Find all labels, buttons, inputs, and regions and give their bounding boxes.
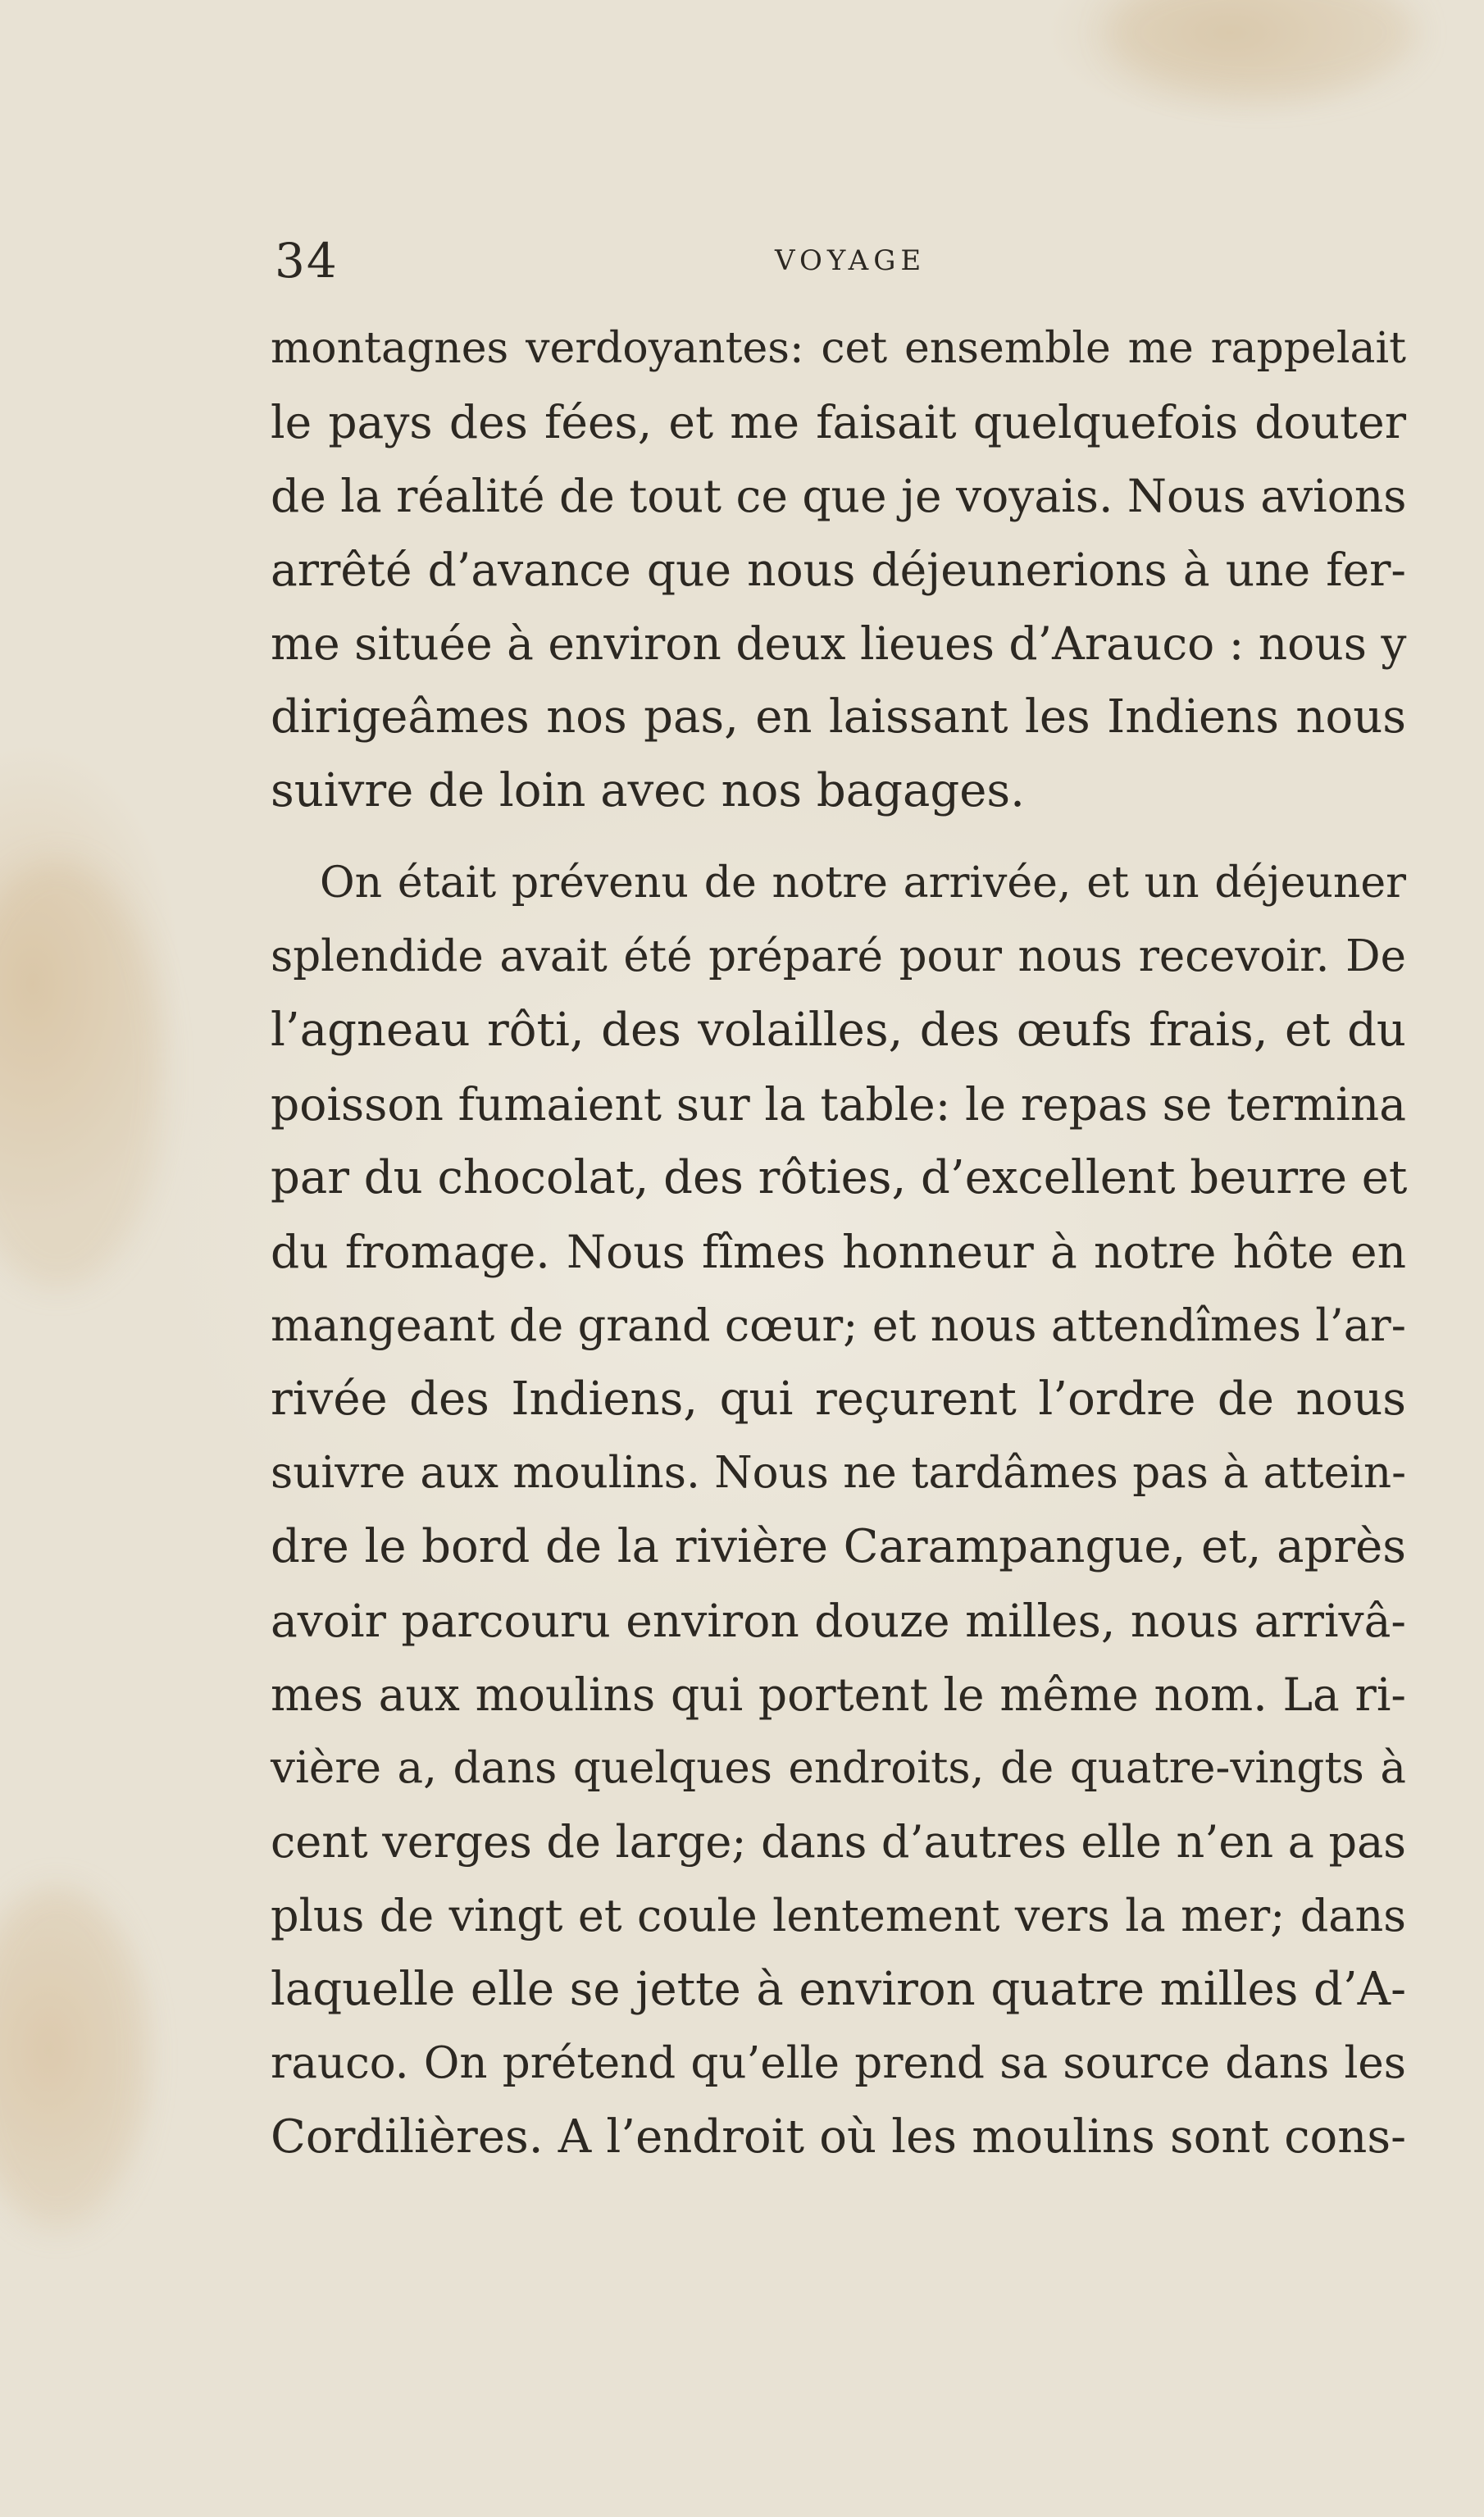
- text-line: du fromage. Nous fîmes honneur à notre hôte en: [271, 1226, 1406, 1278]
- paper-stain: [0, 861, 164, 1287]
- text-line: de la réalité de tout ce que je voyais. Nous avions: [271, 470, 1407, 522]
- text-line: laquelle elle se jette à environ quatre milles d’A-: [271, 1963, 1406, 2016]
- text-line: cent verges de large; dans d’autres elle n’en a pas: [271, 1816, 1406, 1868]
- text-line: l’agneau rôti, des volailles, des œufs frais, et du: [271, 1004, 1406, 1057]
- body-text: [271, 312, 1406, 2174]
- text-line: le pays des fées, et me faisait quelquefois douter: [271, 396, 1406, 448]
- text-line: poisson fumaient sur la table: le repas se termina: [271, 1078, 1406, 1131]
- text-line: rivée des Indiens, qui reçurent l’ordre de nous: [271, 1372, 1406, 1426]
- paper-stain: [1107, 0, 1418, 98]
- text-line: me située à environ deux lieues d’Arauco : nous y: [271, 617, 1407, 670]
- paragraph-gap: [271, 828, 1406, 846]
- text-line: dirigeâmes nos pas, en laissant les Indiens nous: [271, 690, 1406, 744]
- text-line: splendide avait été préparé pour nous recevoir. De: [271, 931, 1406, 981]
- text-line: dre le bord de la rivière Carampangue, et, après: [271, 1520, 1406, 1573]
- page-number: 34: [275, 233, 339, 289]
- running-head: VOYAGE: [775, 244, 926, 277]
- text-line: par du chocolat, des rôties, d’excellent beurre et: [271, 1151, 1408, 1204]
- text-line: arrêté d’avance que nous déjeunerions à une fer-: [271, 544, 1406, 596]
- paper-stain: [0, 1886, 148, 2230]
- text-line: montagnes verdoyantes: cet ensemble me rappelait: [271, 324, 1406, 373]
- paragraph: [271, 846, 1406, 2174]
- text-line: suivre de loin avec nos bagages.: [271, 764, 1025, 817]
- text-line: plus de vingt et coule lentement vers la mer; dans: [271, 1890, 1406, 1941]
- text-line: On était prévenu de notre arrivée, et un déjeuner: [320, 858, 1406, 908]
- text-line: Cordilières. A l’endroit où les moulins sont cons-: [271, 2110, 1406, 2164]
- text-line: mes aux moulins qui portent le même nom. La ri-: [271, 1668, 1406, 1721]
- text-line: avoir parcouru environ douze milles, nous arrivâ-: [271, 1595, 1406, 1647]
- text-line: rauco. On prétend qu’elle prend sa source dans les: [271, 2038, 1406, 2088]
- text-line: vière a, dans quelques endroits, de quatre-vingts à: [271, 1743, 1406, 1793]
- page-header: [275, 228, 1406, 294]
- text-line: suivre aux moulins. Nous ne tardâmes pas à attein-: [271, 1448, 1406, 1498]
- paragraph: [271, 312, 1406, 828]
- text-line: mangeant de grand cœur; et nous attendîmes l’ar-: [271, 1299, 1406, 1351]
